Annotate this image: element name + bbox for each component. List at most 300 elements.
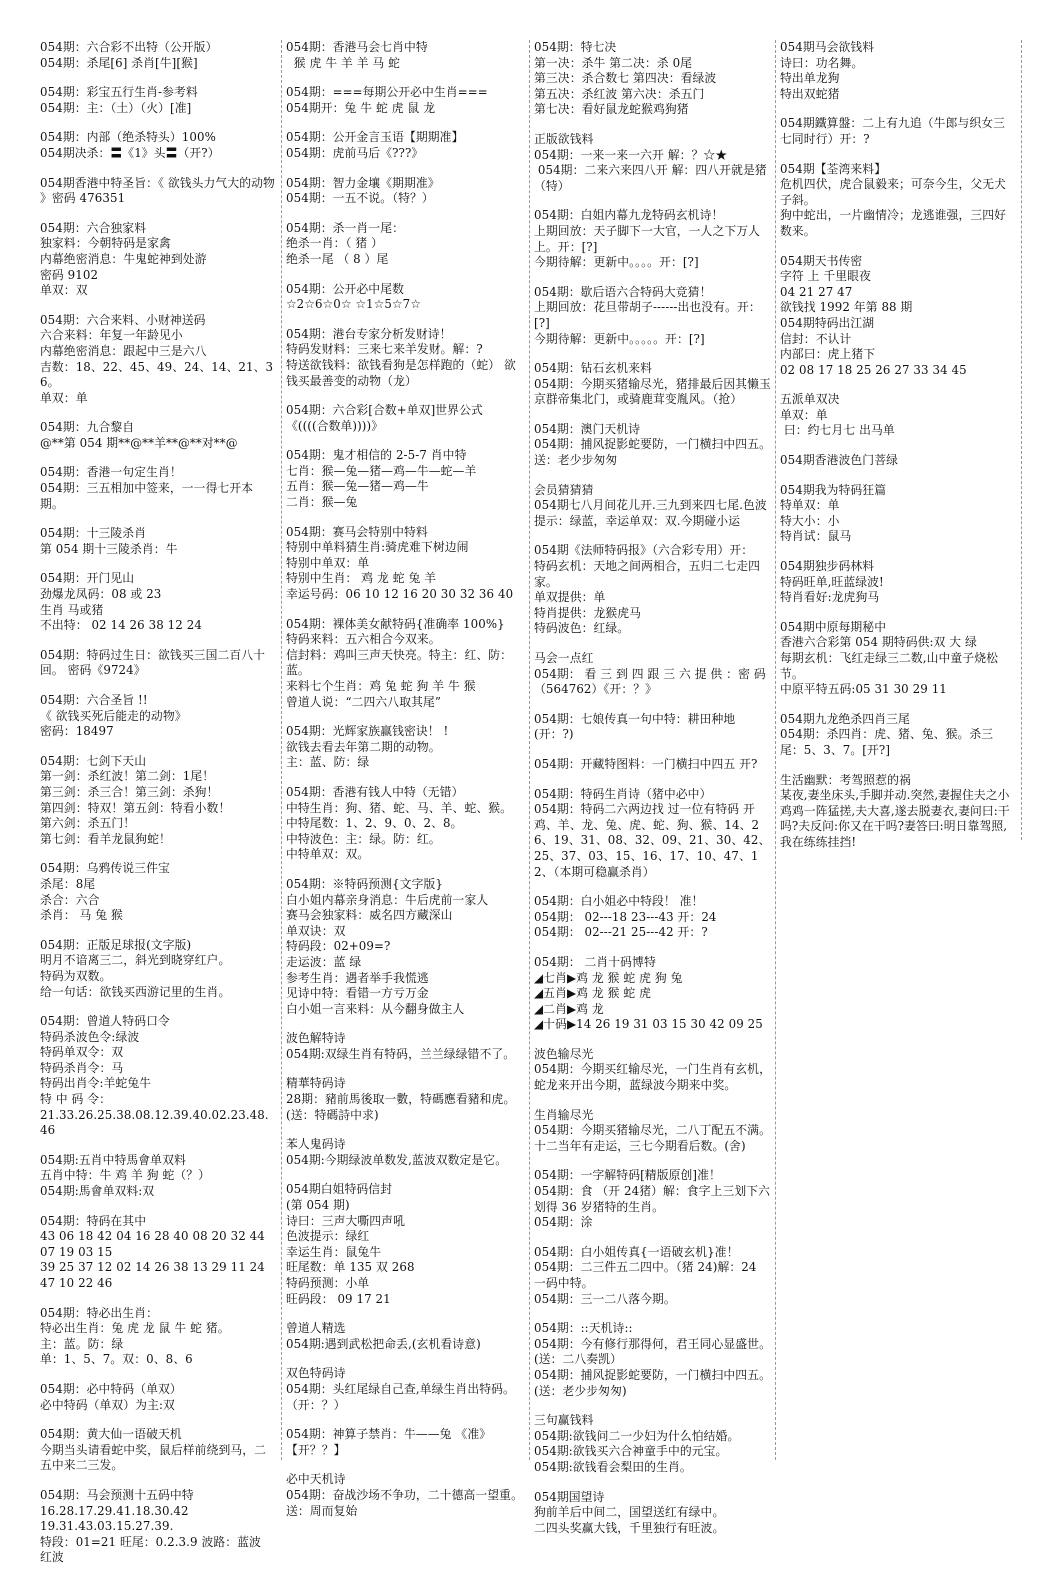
text-line: 五派单双决 bbox=[780, 392, 840, 407]
text-line: 054期：虎前马后《???》 bbox=[286, 145, 424, 160]
text-block bbox=[286, 1137, 524, 1168]
text-line: 054期：智力金壤《期期准》 bbox=[286, 175, 440, 190]
text-block bbox=[534, 208, 772, 270]
text-line: 054期：赛马会特别中特料 bbox=[286, 524, 428, 539]
text-line: 054期：===每期公开必中生肖=== bbox=[286, 85, 488, 100]
text-block bbox=[40, 861, 276, 923]
text-line: 特段：01=21 旺尾：0.2.3.9 波路：蓝波 红波 bbox=[40, 1534, 265, 1565]
text-line: 幸运生肖：鼠兔牛 bbox=[286, 1244, 382, 1259]
text-line: 明月不谙离三二，斜光到晓穿红户。 bbox=[40, 953, 231, 968]
text-line: 054期：神算子禁肖：牛——兔 《准》【开？？】 bbox=[286, 1427, 492, 1457]
text-line: 054期：六合独家料 bbox=[40, 220, 147, 235]
text-line: 幸运号码：06 10 12 16 20 30 32 36 40 bbox=[286, 587, 514, 602]
text-line: 054期中原每期秘中 bbox=[780, 619, 887, 634]
text-line: 054期决杀：〓《1》头〓（开?） bbox=[40, 145, 220, 160]
text-line: 第一剑：杀红波！第二剑：1尾！ bbox=[40, 769, 215, 784]
text-line: 赛马会独家料：威名四方藏深山 bbox=[286, 908, 453, 923]
text-line: 054期：今期买猪输尽光，二八丁配五不满。十二当年有走运，三七今期看后数。(舍) bbox=[534, 1123, 771, 1153]
text-line: 054期:欲钱问二一少妇为什么怕结婚。 bbox=[534, 1428, 740, 1443]
text-line: 第 054 期十三陵杀肖：牛 bbox=[40, 541, 178, 556]
text-line: 某夜,妻坐床头,手脚并动.突然,妻握住夫之小鸡鸡一阵猛搓,夫大喜,遂去脱妻衣,妻问曰:干吗?夫反问:你又在干吗?妻答曰:明日靠驾照,我在练练挂挡! bbox=[780, 788, 1010, 849]
text-block bbox=[40, 175, 279, 207]
text-line: 内幕绝密消息：牛鬼蛇神到处游 bbox=[40, 251, 207, 266]
text-line: 鸡、羊、龙、兔、虎、蛇、狗、猴、14、26、19、31、08、32、09、21、30、42、25、37、03、15、16、17、10、47、12、（本期可稳赢杀肖） bbox=[534, 817, 771, 879]
text-line: 特码预测：小单 bbox=[286, 1276, 370, 1290]
text-line: 054期：鬼才相信的 2-5-7 肖中特 bbox=[286, 448, 467, 463]
text-line: 第五决：杀红波 第六决：杀五门 bbox=[534, 86, 705, 101]
text-block bbox=[286, 403, 524, 434]
text-block bbox=[40, 938, 276, 1000]
text-line: 特码玄机：天地之间两相合，五归二七走四家。 bbox=[534, 559, 761, 589]
text-line: 054期：开门见山 bbox=[40, 571, 135, 586]
text-line: 杀合：六合 bbox=[40, 892, 100, 907]
text-line: 054期:馬會单双料:双 bbox=[40, 1184, 155, 1199]
text-line: 054期：捕风捉影蛇要防，一门横扫中四五。(送：老少步匆匆) bbox=[534, 1367, 771, 1398]
column-divider-3 bbox=[775, 40, 776, 1460]
text-line: ◢二肖▶鸡 龙 bbox=[534, 1001, 604, 1016]
text-line: 054期：一五不说。（特？） bbox=[286, 191, 434, 206]
text-line: 欲钱去看去年第二期的动物。 bbox=[286, 739, 441, 754]
column-divider-2 bbox=[529, 40, 530, 1460]
text-line: 走运波：蓝 绿 bbox=[286, 954, 362, 969]
text-line: 054期开：兔 牛 蛇 虎 鼠 龙 bbox=[286, 100, 436, 115]
column-2 bbox=[286, 40, 527, 1533]
text-line: 054期：内部（绝杀特头）100% bbox=[40, 130, 216, 145]
text-line: 054期：黄大仙一语破天机 bbox=[40, 1427, 182, 1442]
text-block bbox=[286, 1076, 524, 1123]
text-line: 054期:欲钱看会梨田的生肖。 bbox=[534, 1459, 692, 1474]
text-line: 054期香港波色门菩绿 bbox=[780, 453, 898, 468]
text-line: 旺尾数：单 135 双 268 bbox=[286, 1260, 415, 1275]
text-line: 054期:今期绿波单数发,蓝波双数定是它。 bbox=[286, 1152, 508, 1167]
text-block bbox=[40, 1153, 276, 1200]
text-line: 信封料：鸡叫三声天快亮。特主：红、防：蓝。 bbox=[286, 647, 513, 678]
text-block bbox=[286, 85, 524, 116]
column-divider-4 bbox=[1021, 40, 1022, 840]
text-line: 特码杀波色令:绿波 bbox=[40, 1029, 140, 1044]
text-block bbox=[534, 1490, 772, 1537]
text-line: 中特生肖：狗、猪、蛇、马、羊、蛇、猴。 bbox=[286, 800, 513, 815]
text-line: 054期：特码在其中 bbox=[40, 1213, 147, 1228]
text-line: 054期：公开金言玉语【期期准】 bbox=[286, 130, 464, 145]
text-block bbox=[780, 483, 1016, 545]
text-line: 特码单双令：双 bbox=[40, 1045, 124, 1060]
text-line: 内部曰：虎上猪下 bbox=[780, 347, 876, 362]
text-block bbox=[286, 40, 524, 71]
text-line: 054期：特码生肖诗（猪中必中） bbox=[534, 786, 712, 801]
text-line: 单双：单 bbox=[40, 390, 88, 405]
text-line: 特 中 码 令： bbox=[40, 1092, 112, 1107]
text-line: 04 21 27 47 bbox=[780, 284, 853, 299]
text-block bbox=[286, 448, 524, 510]
text-line: 054期独步码林料 bbox=[780, 559, 875, 574]
text-block bbox=[40, 1427, 276, 1474]
text-line: 狗中蛇出，一片幽情冷；龙逃谁强，三四好数来。 bbox=[780, 208, 1007, 238]
text-line: 054期：主：（土）（火）[准] bbox=[40, 100, 192, 115]
text-line: 六合来料：年复一年龄见小 bbox=[40, 328, 183, 343]
text-line: 必中特码（单双）为主:双 bbox=[40, 1397, 175, 1412]
text-line: 054期：特七决 bbox=[534, 40, 617, 54]
text-block bbox=[534, 894, 772, 941]
text-block bbox=[534, 1321, 772, 1399]
text-block bbox=[534, 1245, 772, 1307]
text-line: 今期待解：更新中。。。。。开：[?] bbox=[534, 331, 705, 346]
text-line: 欲钱找 1992 年第 88 期 bbox=[780, 300, 913, 315]
text-line: 054期：裸体美女献特码{准确率 100%} bbox=[286, 616, 505, 631]
text-line: 054期：今有修行那得何，君王同心显盛世。(送：二八奏凯） bbox=[534, 1336, 771, 1367]
text-line: 旺码段： 09 17 21 bbox=[286, 1291, 391, 1306]
text-block bbox=[780, 773, 1016, 851]
text-line: 主：蓝。防：绿 bbox=[40, 1336, 124, 1351]
text-line: 054期：白小姐传真{一语破玄机}准！ bbox=[534, 1244, 739, 1259]
text-line: 来料七个生肖：鸡 兔 蛇 狗 羊 牛 猴 bbox=[286, 679, 476, 693]
text-line: 白小姐内幕亲身消息：牛后虎前一家人 bbox=[286, 892, 489, 907]
text-line: 第七剑：看羊龙鼠狗蛇！ bbox=[40, 831, 171, 846]
text-line: 七肖：猴—兔—猪—鸡—牛—蛇—羊 bbox=[286, 463, 477, 478]
text-line: 主：蓝、防：绿 bbox=[286, 755, 370, 770]
column-3 bbox=[534, 40, 772, 1550]
text-line: 054期特码出江湖 bbox=[780, 315, 875, 330]
text-line: 狗前羊后中间二，国望送红有绿中。 bbox=[534, 1505, 725, 1520]
text-line: 054期： 二肖十码博特 bbox=[534, 954, 656, 969]
text-line: 054期：必中特码（单双） bbox=[40, 1381, 182, 1396]
text-line: 第七决：看好鼠龙蛇猴鸡狗猪 bbox=[534, 102, 689, 117]
text-line: 054期：杀尾[6] 杀肖[牛][猴] bbox=[40, 55, 198, 70]
text-line: 054期白姐特码信封 bbox=[286, 1182, 393, 1197]
text-line: 每期玄机：飞红走绿三二数,山中童子烧松节。 bbox=[780, 651, 998, 681]
text-line: 生肖 马或猪 bbox=[40, 602, 104, 617]
text-line: 马会一点红 bbox=[534, 651, 594, 665]
column-divider-1 bbox=[281, 40, 282, 1460]
text-line: 43 06 18 42 04 16 28 40 08 20 32 44 07 19 03 15 bbox=[40, 1229, 269, 1259]
text-block bbox=[286, 877, 524, 1017]
text-line: 16.28.17.29.41.18.30.42 bbox=[40, 1503, 189, 1518]
text-line: 特肖看好:龙虎狗马 bbox=[780, 590, 880, 605]
text-line: 054期马会欲钱料 bbox=[780, 40, 875, 54]
text-line: 曾道人精选 bbox=[286, 1321, 346, 1336]
text-line: 生活幽默：考驾照惹的祸 bbox=[780, 772, 911, 787]
text-block bbox=[534, 285, 772, 347]
text-line: 特码发财料：三来七来羊发财。解：? bbox=[286, 342, 483, 357]
text-block bbox=[286, 525, 524, 603]
text-line: 第三剑：杀三合！第三剑：杀狗！ bbox=[40, 784, 219, 799]
text-line: 054期：一字解特码[精版原创]准！ bbox=[534, 1168, 721, 1183]
text-line: 必中天机诗 bbox=[286, 1472, 346, 1487]
text-line: 杀尾：8尾 bbox=[40, 876, 96, 891]
text-line: 054期：正版足球报(文字版) bbox=[40, 937, 192, 952]
text-line: 香港六合彩第 054 期特码供:双 大 绿 bbox=[780, 635, 977, 650]
text-line: 19.31.43.03.15.27.39. bbox=[40, 1519, 174, 1534]
text-line: 单：1、5、7。双：0、8、6 bbox=[40, 1352, 193, 1367]
text-block bbox=[780, 254, 1016, 379]
text-block bbox=[40, 313, 276, 407]
text-block bbox=[40, 465, 276, 512]
text-line: 特必出生肖：兔 虎 龙 鼠 牛 蛇 猪。 bbox=[40, 1321, 230, 1336]
text-block bbox=[286, 176, 524, 207]
text-block bbox=[286, 327, 524, 389]
text-line: 独家料：今朝特码是家禽 bbox=[40, 236, 171, 251]
text-line: 《 欲钱买死后能走的动物》 bbox=[40, 708, 187, 723]
text-line: 054期：乌鸦传说三件宝 bbox=[40, 861, 170, 876]
text-block bbox=[286, 724, 524, 771]
text-line: 特码出肖令:羊蛇兔牛 bbox=[40, 1076, 152, 1091]
text-line: 不出特： 02 14 26 38 12 24 bbox=[40, 618, 202, 633]
text-line: 特肖试：鼠马 bbox=[780, 529, 852, 544]
text-line: 第三决：杀合数七 第四决：看绿波 bbox=[534, 71, 717, 86]
text-line: 生肖输尽光 bbox=[534, 1107, 594, 1122]
text-line: 054期：特必出生肖： bbox=[40, 1305, 158, 1320]
text-line: ◢七肖▶鸡 龙 猴 蛇 虎 狗 兔 bbox=[534, 970, 683, 985]
text-line: 上期回放：天子脚下一大官，一人之下万人上。开：[?] bbox=[534, 223, 761, 254]
text-block bbox=[534, 1108, 772, 1155]
text-line: 054期:双绿生肖有特码，兰兰绿绿错不了。 bbox=[286, 1046, 516, 1061]
text-line: 特码旺单,旺蓝绿波! bbox=[780, 574, 884, 589]
text-line: 双色特码诗 bbox=[286, 1366, 346, 1381]
text-line: 单双：双 bbox=[40, 283, 88, 298]
text-line: 054期： 02---18 23---43 开：24 bbox=[534, 909, 717, 924]
text-line: 二肖：猴—兔 bbox=[286, 495, 358, 510]
text-line: 054期：白小姐必中特段！ 准！ bbox=[534, 894, 704, 909]
text-line: 054期：公开必中尾数 bbox=[286, 281, 404, 296]
text-line: 054期：十三陵杀肖 bbox=[40, 526, 147, 541]
text-line: 054期:遇到武松把命丢,(玄机看诗意) bbox=[286, 1336, 481, 1351]
column-1 bbox=[40, 40, 279, 1580]
text-line: 054期：※特码预测{文字版} bbox=[286, 876, 443, 891]
text-line: 特单双：单 bbox=[780, 498, 840, 513]
text-line: 单双：单 bbox=[780, 407, 828, 422]
text-line: 054期： 02---21 25---42 开：? bbox=[534, 925, 708, 940]
text-line: 054期：特码二六两边找 过一位有特码 开 bbox=[534, 802, 755, 817]
text-line: 054期:五肖中特馬會单双料 bbox=[40, 1152, 186, 1167]
text-line: 054期我为特码狂篇 bbox=[780, 482, 887, 497]
text-line: 曾道人说：“二四六八取其尾” bbox=[286, 694, 442, 709]
text-block bbox=[286, 1321, 524, 1352]
text-line: 字符 上 千里眼夜 bbox=[780, 269, 871, 284]
text-line: 054期：杀一肖一尾： bbox=[286, 220, 404, 235]
text-line: 054期：涂 bbox=[534, 1215, 593, 1230]
text-block bbox=[534, 543, 772, 637]
text-line: 054期：香港一句定生肖！ bbox=[40, 465, 182, 480]
text-block bbox=[534, 712, 772, 743]
text-line: 猴 虎 牛 羊 羊 马 蛇 bbox=[286, 55, 401, 70]
text-line: 杀肖： 马 兔 猴 bbox=[40, 908, 123, 923]
text-block bbox=[40, 1306, 276, 1368]
text-line: 特出双蛇猪 bbox=[780, 86, 840, 101]
text-line: 正版欲钱料 bbox=[534, 131, 594, 146]
text-line: 054期香港中特圣旨：《 欲钱头力气大的动物 》密码 476351 bbox=[40, 175, 279, 206]
text-block bbox=[534, 483, 772, 530]
text-line: 054期：光辉家族赢钱密诀！ ! bbox=[286, 724, 449, 739]
text-block bbox=[286, 282, 524, 313]
text-line: 02 08 17 18 25 26 27 33 34 45 bbox=[780, 362, 967, 377]
text-line: 054期：白姐内幕九龙特码玄机诗！ bbox=[534, 208, 724, 223]
text-line: 波色输尽光 bbox=[534, 1046, 594, 1061]
text-line: 054期：歇后语六合特码大竞猜！ bbox=[534, 284, 712, 299]
text-line: 特别中单双：单 bbox=[286, 555, 370, 570]
text-line: 特大小：小 bbox=[780, 513, 840, 528]
text-line: 054期：开藏特图料：一门横扫中四五 开? bbox=[534, 756, 758, 771]
text-line: 白小姐一言来料：从今翻身做主人 bbox=[286, 1001, 465, 1016]
text-line: 密码 9102 bbox=[40, 267, 99, 282]
text-line: 054期：九合黎自 bbox=[40, 420, 135, 435]
text-line: 五肖中特：牛 鸡 羊 狗 蛇（？） bbox=[40, 1168, 211, 1183]
text-line: 今期当头请看蛇中奖，鼠后样前绕到马，二五中来二三发。 bbox=[40, 1442, 267, 1473]
text-line: 39 25 37 12 02 14 26 38 13 29 11 24 47 10 22 46 bbox=[40, 1260, 269, 1290]
text-line: 五肖：猴—兔—猪—鸡—牛 bbox=[286, 479, 429, 494]
text-block bbox=[40, 1014, 276, 1139]
text-block bbox=[286, 130, 524, 161]
text-block bbox=[40, 571, 276, 633]
text-line: 《((((合数单))))》 bbox=[286, 418, 384, 433]
text-block bbox=[286, 1182, 524, 1307]
text-line: 见诗中特：看错一方亏万金 bbox=[286, 986, 429, 1001]
text-block bbox=[40, 1382, 276, 1413]
text-line: 特码波色：红绿。 bbox=[534, 621, 630, 636]
text-line: 特码段：02+09=? bbox=[286, 939, 391, 954]
text-line: 054期七八月间花儿开.三九到来四七尾.色波提示：绿蓝，幸运单双：双.今期碰小运 bbox=[534, 498, 767, 528]
text-block bbox=[534, 132, 772, 194]
text-line: 特码杀肖令：马 bbox=[40, 1060, 124, 1075]
text-line: 054期：三一二八落今期。 bbox=[534, 1291, 676, 1306]
text-block bbox=[40, 1214, 276, 1292]
text-line: 054期：马会预测十五码中特 bbox=[40, 1487, 194, 1502]
text-line: 21.33.26.25.38.08.12.39.40.02.23.48.46 bbox=[40, 1107, 269, 1138]
text-line: ☆2☆6☆0☆ ☆1☆5☆7☆ bbox=[286, 297, 421, 312]
text-block bbox=[780, 40, 1016, 102]
text-block bbox=[534, 422, 772, 469]
text-line: 曰：约七月七 出马单 bbox=[780, 423, 895, 438]
text-block bbox=[286, 221, 524, 268]
text-line: 054期【荃湾来料】 bbox=[780, 161, 887, 176]
text-line: 色波提示：绿红 bbox=[286, 1229, 370, 1244]
text-block bbox=[40, 648, 276, 679]
text-line: 054期：杀四肖：虎、猪、兔、猴。杀三尾：5、3、7。[开?] bbox=[780, 727, 994, 757]
text-line: 054期：六合彩不出特（公开版） bbox=[40, 40, 218, 54]
text-line: 密码：18497 bbox=[40, 724, 114, 739]
text-line: 单双提供：单 bbox=[534, 590, 606, 605]
text-block bbox=[286, 617, 524, 711]
text-block bbox=[286, 1031, 524, 1062]
text-line: 054期：曾道人特码口令 bbox=[40, 1014, 170, 1029]
text-block bbox=[40, 526, 276, 557]
text-line: 054期： 看 三 到 四 跟 三 六 提 供 ：密 码（564762）《开：？》 bbox=[534, 666, 766, 697]
text-line: ◢十码▶14 26 19 31 03 15 30 42 09 25 bbox=[534, 1017, 763, 1032]
text-line: 054期：食 （开 24猪）解：食字上三划下六划得 36 岁猪特的生肖。 bbox=[534, 1184, 771, 1214]
text-block bbox=[534, 757, 772, 773]
text-line: 054期国望诗 bbox=[534, 1489, 605, 1504]
text-line: 第四剑：特双！第五剑：特看小数！ bbox=[40, 800, 231, 815]
text-block bbox=[534, 361, 772, 408]
text-line: 特肖提供：龙猴虎马 bbox=[534, 605, 642, 620]
text-line: 第一决：杀牛 第二决：杀 0尾 bbox=[534, 55, 693, 70]
text-block bbox=[780, 162, 1016, 240]
text-line: 054期：三五相加中签来，一一得七开本期。 bbox=[40, 481, 254, 511]
text-line: 内幕绝密消息：跟起中三是六八 bbox=[40, 343, 207, 358]
text-block bbox=[780, 559, 1016, 606]
text-line: 给一句话：欲钱买西游记里的生肖。 bbox=[40, 984, 231, 999]
text-line: 054期：彩宝五行生肖-参考料 bbox=[40, 85, 198, 100]
text-line: 054期：一来一来一六开 解：？☆★ bbox=[534, 147, 728, 162]
text-line: 054期天书传密 bbox=[780, 253, 863, 268]
text-line: 054期：::天机诗:: bbox=[534, 1321, 633, 1336]
text-block bbox=[40, 130, 276, 161]
text-line: 单双诀：双 bbox=[286, 923, 346, 938]
text-line: 精華特码诗 bbox=[286, 1076, 346, 1091]
text-block bbox=[780, 116, 1016, 147]
text-line: 054期：七娘传真一句中特：耕田种地(开：?) bbox=[534, 711, 736, 742]
text-line: 054期：特码过生日：欲钱买三国二百八十回。 密码《9724》 bbox=[40, 647, 266, 678]
text-block bbox=[780, 712, 1016, 759]
text-line: 054期:欲钱买六合神童手中的元宝。 bbox=[534, 1444, 728, 1459]
text-block bbox=[780, 453, 1016, 469]
text-line: 绝杀一肖：（ 猪 ） bbox=[286, 236, 383, 251]
text-line: ◢五肖▶鸡 龙 猴 蛇 虎 bbox=[534, 986, 652, 1001]
text-line: 特别中单料猜生肖:骑虎难下树边闹 bbox=[286, 540, 469, 555]
text-line: 054期：头红尾绿自己查,单绿生肖出特码。（开：？） bbox=[286, 1381, 515, 1412]
text-line: 绝杀一尾 （ 8 ）尾 bbox=[286, 251, 389, 266]
text-block bbox=[286, 1472, 527, 1519]
text-line: 054期：港台专家分析发财诗！ bbox=[286, 326, 452, 341]
text-line: 特出单龙狗 bbox=[780, 71, 840, 86]
text-line: 054期：澳门天机诗 bbox=[534, 421, 641, 436]
text-line: 中特尾数：1、2、9、0、2、8。 bbox=[286, 816, 463, 831]
text-block bbox=[534, 40, 772, 118]
text-block bbox=[534, 1047, 772, 1094]
text-block bbox=[40, 40, 276, 71]
text-line: 054期：捕风捉影蛇要防，一门横扫中四五。送：老少步匆匆 bbox=[534, 437, 771, 468]
text-block bbox=[40, 1488, 276, 1566]
text-block bbox=[286, 1366, 524, 1413]
text-line: 上期回放：花旦带胡子------出也没有。开：[?] bbox=[534, 300, 761, 330]
text-line: @**第 054 期**@**羊**@**对**@ bbox=[40, 435, 238, 450]
text-line: (第 054 期) bbox=[286, 1198, 350, 1213]
text-line: 054期鐵算盤：二上有九追（牛郎与织女三七同时行）开：? bbox=[780, 116, 1006, 146]
text-block bbox=[40, 420, 276, 451]
text-line: 吉数：18、22、45、49、24、14、21、36。 bbox=[40, 359, 274, 390]
text-block bbox=[286, 1427, 524, 1458]
text-line: 054期：七剑下天山 bbox=[40, 753, 147, 768]
text-line: 诗曰：三声大嘶四声吼 bbox=[286, 1213, 405, 1228]
text-line: 今期待解：更新中。。。。开：[?] bbox=[534, 255, 699, 270]
text-block bbox=[534, 1413, 772, 1475]
text-line: 054期：今期买猪输尽光，猪排最后因其懒玉京群帝集北门，或骑鹿茸变胤风。（抢） bbox=[534, 376, 771, 407]
text-line: 诗曰：功名舞。 bbox=[780, 55, 864, 70]
text-line: 波色解特诗 bbox=[286, 1031, 346, 1046]
text-line: 二四头奖赢大钱，千里独行有旺波。 bbox=[534, 1520, 725, 1535]
text-block bbox=[40, 221, 276, 299]
text-line: 中特波色：主：绿。防：红。 bbox=[286, 831, 441, 846]
text-block bbox=[40, 693, 276, 740]
text-line: 特送欲钱料：欲钱看狗是怎样跑的（蛇） 欲钱买最善变的动物（龙） bbox=[286, 357, 516, 388]
text-line: 054期：二三件五二四中。（猪 24)解：24 一码中特。 bbox=[534, 1260, 761, 1290]
text-line: 劲爆龙凤码：08 或 23 bbox=[40, 587, 162, 602]
text-block bbox=[40, 85, 276, 116]
text-line: 054期：六合圣旨 !! bbox=[40, 693, 148, 707]
text-line: 第六剑：杀五门！ bbox=[40, 816, 136, 831]
text-line: 054期：钻石玄机来料 bbox=[534, 361, 652, 376]
text-line: 特码来料：五六相合今双来。 bbox=[286, 632, 441, 647]
text-line: 中原平特五码:05 31 30 29 11 bbox=[780, 682, 947, 697]
text-block bbox=[534, 787, 772, 881]
text-line: 28期：豬前馬後取一數，特碼應看豬和虎。(送：特碼詩中求) bbox=[286, 1092, 516, 1122]
text-line: 054期：香港马会七肖中特 bbox=[286, 40, 428, 54]
text-line: 会员猜猜猜 bbox=[534, 482, 594, 497]
text-block bbox=[780, 392, 1016, 439]
text-line: 苯人鬼码诗 bbox=[286, 1137, 346, 1152]
text-line: 054期：今期买红输尽光，一门生肖有玄机，蛇龙来开出今期，蓝绿波今期来中奖。 bbox=[534, 1062, 771, 1093]
text-block bbox=[534, 651, 772, 698]
text-block bbox=[780, 620, 1016, 698]
